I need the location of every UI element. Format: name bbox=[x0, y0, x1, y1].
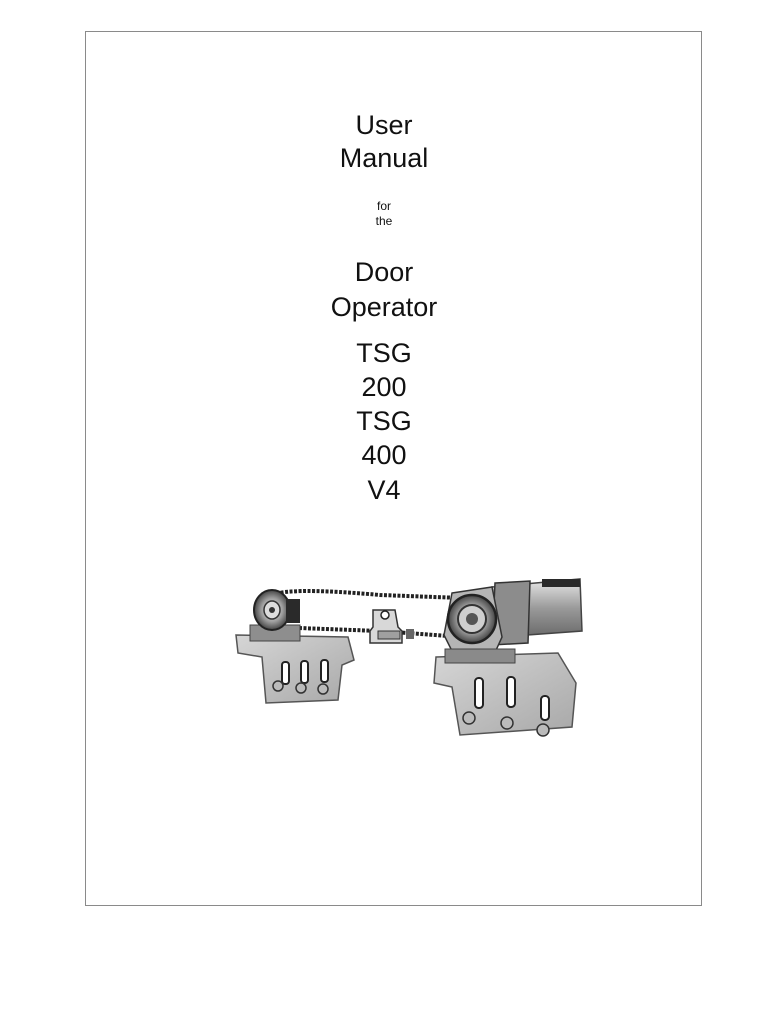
belt-top-run bbox=[272, 591, 462, 598]
title-line-user: User bbox=[355, 110, 413, 140]
model-line-tsg-2: TSG bbox=[356, 406, 412, 436]
product-line-operator: Operator bbox=[330, 292, 438, 322]
version-line-v4: V4 bbox=[367, 475, 401, 505]
model-line-400: 400 bbox=[361, 440, 407, 470]
model-line-200: 200 bbox=[361, 372, 407, 402]
subtitle-for: for bbox=[376, 199, 391, 213]
title-line-manual: Manual bbox=[339, 143, 429, 173]
product-line-door: Door bbox=[354, 257, 414, 287]
model-line-tsg-1: TSG bbox=[356, 338, 412, 368]
left-bracket bbox=[236, 635, 354, 703]
subtitle-the: the bbox=[375, 214, 393, 228]
door-operator-image bbox=[230, 565, 586, 770]
